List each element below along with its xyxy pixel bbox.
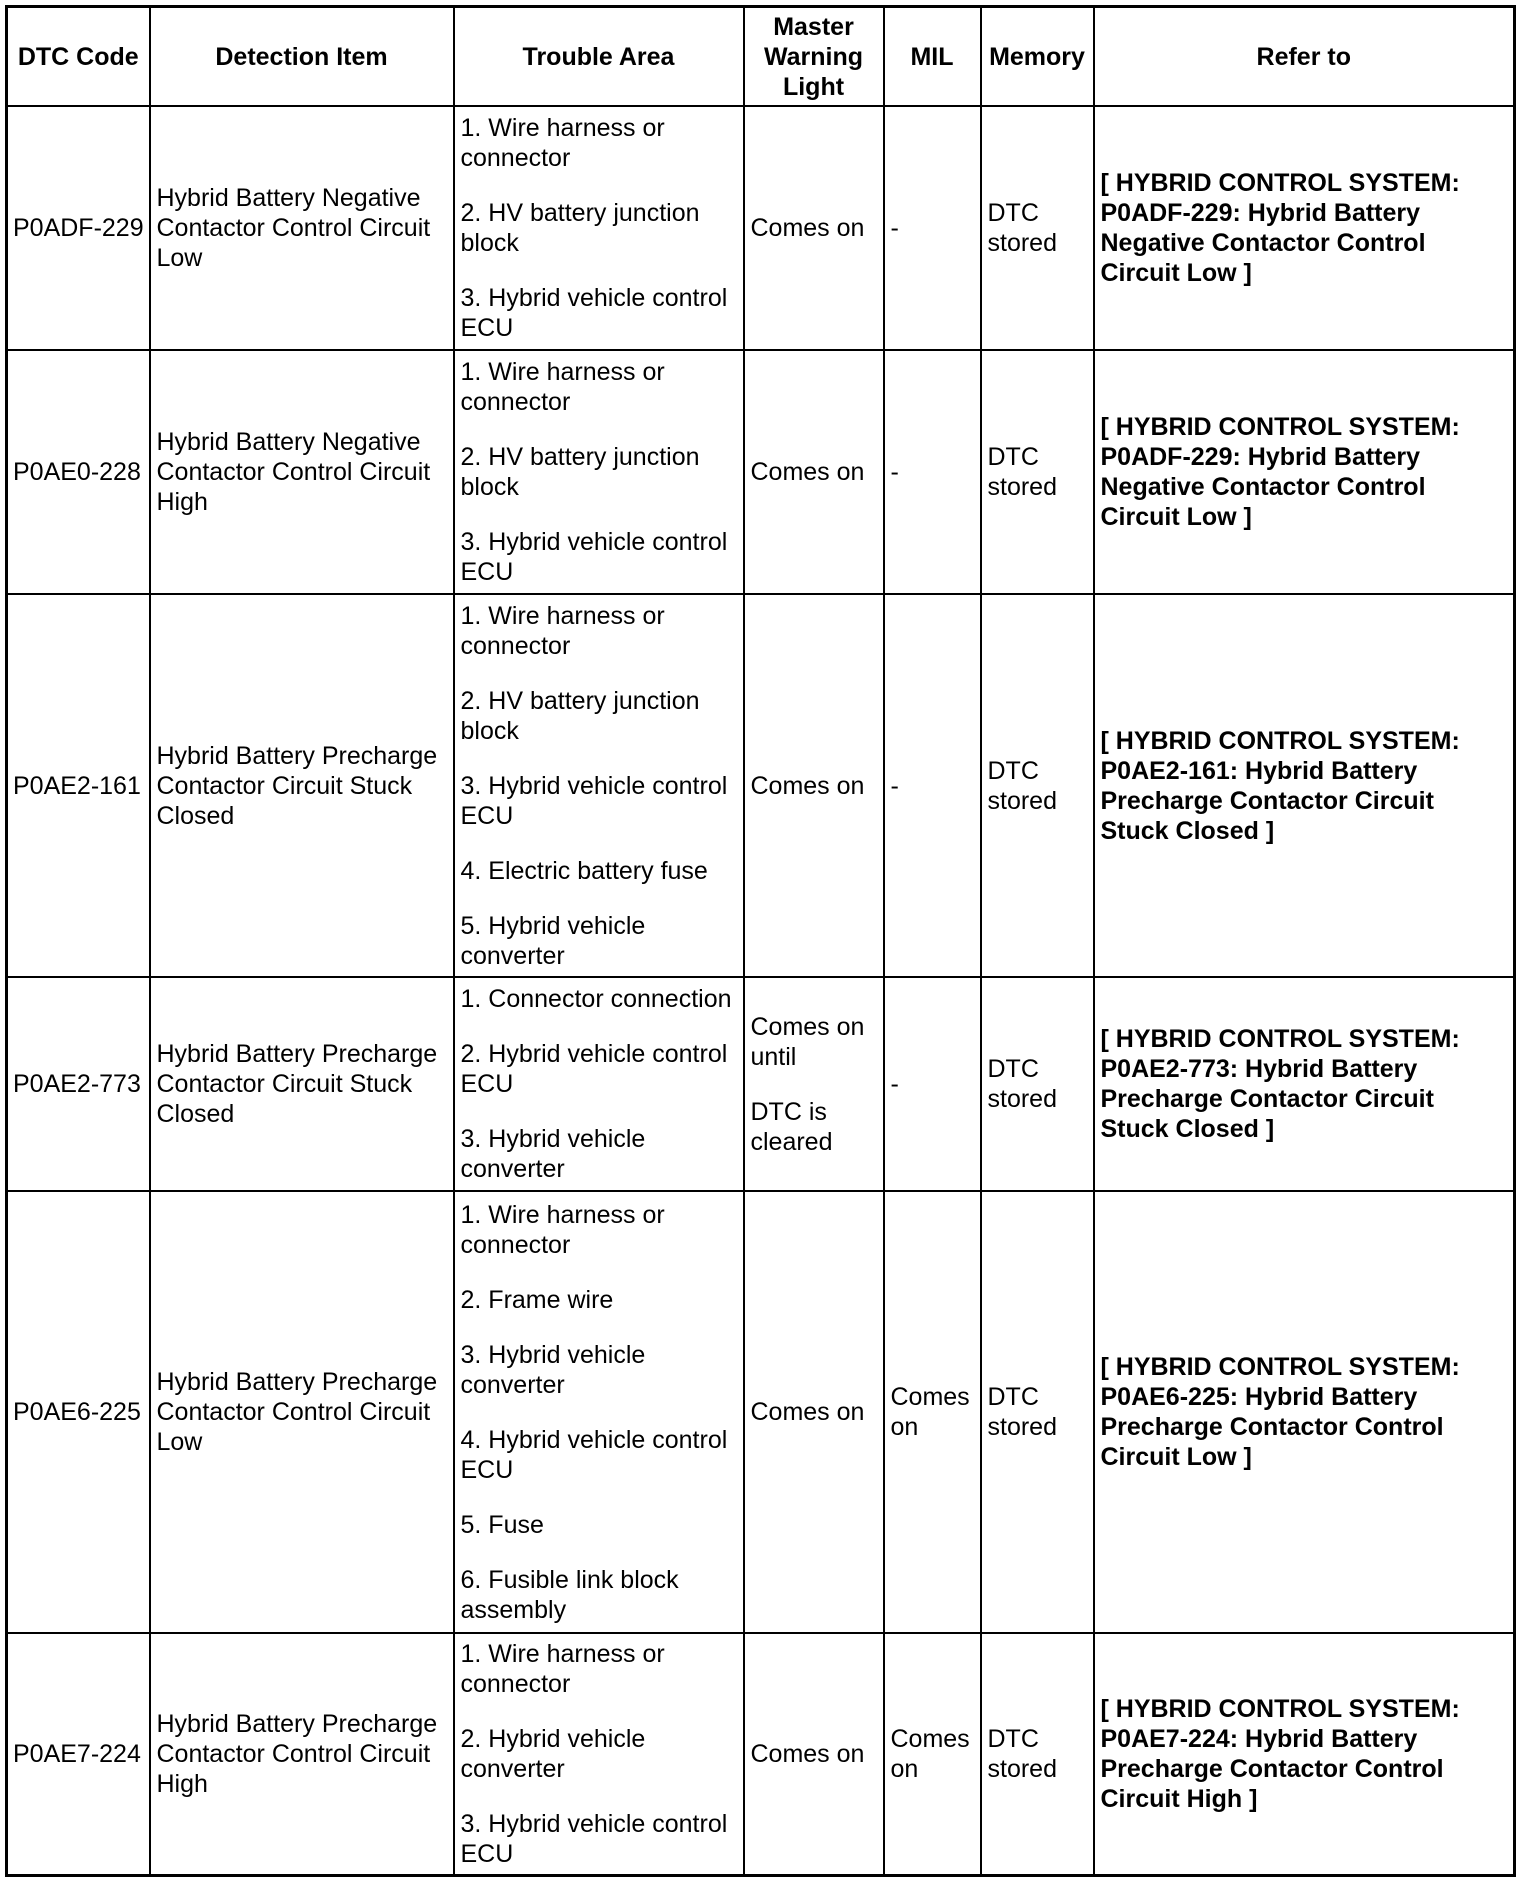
detection-item-cell: Hybrid Battery Negative Contactor Control Circuit Low (150, 106, 454, 350)
refer-to-link: [ HYBRID CONTROL SYSTEM: P0AE7-224: Hybrid Battery Precharge Contactor Control Circuit High ] (1094, 1633, 1515, 1875)
trouble-area-cell (454, 350, 744, 594)
trouble-area-item: 1. Wire harness or connector (460, 114, 665, 172)
table-row (7, 594, 1515, 977)
trouble-area-item: 1. Wire harness or connector (460, 358, 665, 416)
dtc-code-cell: P0AE2-773 (7, 977, 150, 1191)
trouble-area-item: 3. Hybrid vehicle control ECU (460, 771, 728, 830)
mil-cell: Comes on (884, 1191, 981, 1633)
trouble-area-cell (454, 106, 744, 350)
memory-cell: DTC stored (981, 350, 1094, 594)
mil-cell: - (884, 350, 981, 594)
trouble-area-cell (454, 1191, 744, 1633)
header-detection-item: Detection Item (150, 7, 454, 107)
header-refer-to: Refer to (1094, 7, 1515, 107)
master-warning-light-cell (744, 1633, 884, 1875)
table-row (7, 977, 1515, 1191)
detection-item-cell: Hybrid Battery Precharge Contactor Control Circuit Low (150, 1191, 454, 1633)
trouble-area-item: 3. Hybrid vehicle converter (460, 1125, 646, 1183)
trouble-area-item: 2. HV battery junction block (460, 686, 700, 745)
master-warning-text: Comes on (750, 1739, 865, 1768)
refer-to-link: [ HYBRID CONTROL SYSTEM: P0ADF-229: Hybrid Battery Negative Contactor Control Circuit Low ] (1094, 350, 1515, 594)
header-trouble-area: Trouble Area (454, 7, 744, 107)
trouble-area-item: 6. Fusible link block assembly (460, 1565, 679, 1624)
master-warning-text: Comes on (750, 1398, 865, 1426)
master-warning-text: Comes on (750, 458, 865, 486)
trouble-area-item: 2. HV battery junction block (460, 199, 700, 257)
master-warning-light-cell (744, 594, 884, 977)
trouble-area-item: 5. Fuse (460, 1510, 544, 1539)
header-row (7, 7, 1515, 107)
master-warning-light-cell (744, 106, 884, 350)
header-mil: MIL (884, 7, 981, 107)
trouble-area-item: 5. Hybrid vehicle converter (460, 911, 646, 970)
detection-item-cell: Hybrid Battery Precharge Contactor Control Circuit High (150, 1633, 454, 1875)
refer-to-link: [ HYBRID CONTROL SYSTEM: P0AE2-773: Hybrid Battery Precharge Contactor Circuit Stuck Closed ] (1094, 977, 1515, 1191)
master-warning-text: Comes on (750, 771, 865, 800)
trouble-area-cell (454, 594, 744, 977)
mil-cell: Comes on (884, 1633, 981, 1875)
trouble-area-item: 1. Wire harness or connector (460, 1639, 665, 1698)
memory-cell: DTC stored (981, 1191, 1094, 1633)
dtc-code-cell: P0AE6-225 (7, 1191, 150, 1633)
header-memory: Memory (981, 7, 1094, 107)
memory-cell: DTC stored (981, 1633, 1094, 1875)
master-warning-light-cell (744, 350, 884, 594)
trouble-area-item: 3. Hybrid vehicle control ECU (460, 1809, 728, 1868)
mil-cell: - (884, 977, 981, 1191)
dtc-code-cell: P0AE0-228 (7, 350, 150, 594)
master-warning-light-cell (744, 977, 884, 1191)
trouble-area-item: 1. Wire harness or connector (460, 1200, 665, 1259)
trouble-area-item: 1. Wire harness or connector (460, 601, 665, 660)
mil-cell: - (884, 594, 981, 977)
dtc-table (5, 5, 1516, 1877)
dtc-code-cell: P0AE2-161 (7, 594, 150, 977)
detection-item-cell: Hybrid Battery Precharge Contactor Circuit Stuck Closed (150, 594, 454, 977)
refer-to-link: [ HYBRID CONTROL SYSTEM: P0ADF-229: Hybrid Battery Negative Contactor Control Circuit Low ] (1094, 106, 1515, 350)
trouble-area-item: 4. Hybrid vehicle control ECU (460, 1425, 728, 1484)
master-warning-text: Comes on (750, 214, 865, 242)
master-warning-text: DTC is cleared (750, 1097, 833, 1156)
table-row (7, 1633, 1515, 1875)
trouble-area-cell (454, 977, 744, 1191)
trouble-area-item: 3. Hybrid vehicle control ECU (460, 528, 728, 586)
trouble-area-item: 3. Hybrid vehicle converter (460, 1340, 646, 1399)
master-warning-text: Comes on until (750, 1012, 865, 1071)
table-row (7, 1191, 1515, 1633)
trouble-area-item: 4. Electric battery fuse (460, 856, 708, 885)
refer-to-link: [ HYBRID CONTROL SYSTEM: P0AE2-161: Hybrid Battery Precharge Contactor Circuit Stuck Closed ] (1094, 594, 1515, 977)
dtc-table-body (7, 106, 1515, 1875)
trouble-area-cell (454, 1633, 744, 1875)
detection-item-cell: Hybrid Battery Negative Contactor Control Circuit High (150, 350, 454, 594)
master-warning-light-cell (744, 1191, 884, 1633)
trouble-area-item: 1. Connector connection (460, 985, 732, 1013)
trouble-area-item: 2. Hybrid vehicle converter (460, 1724, 646, 1783)
trouble-area-item: 2. HV battery junction block (460, 443, 700, 501)
trouble-area-item: 2. Frame wire (460, 1285, 614, 1314)
detection-item-cell: Hybrid Battery Precharge Contactor Circuit Stuck Closed (150, 977, 454, 1191)
trouble-area-item: 3. Hybrid vehicle control ECU (460, 284, 728, 342)
dtc-code-cell: P0ADF-229 (7, 106, 150, 350)
refer-to-link: [ HYBRID CONTROL SYSTEM: P0AE6-225: Hybrid Battery Precharge Contactor Control Circuit Low ] (1094, 1191, 1515, 1633)
memory-cell: DTC stored (981, 106, 1094, 350)
header-master-warning-light: Master Warning Light (744, 7, 884, 107)
table-row (7, 350, 1515, 594)
dtc-code-cell: P0AE7-224 (7, 1633, 150, 1875)
memory-cell: DTC stored (981, 594, 1094, 977)
trouble-area-item: 2. Hybrid vehicle control ECU (460, 1040, 728, 1098)
memory-cell: DTC stored (981, 977, 1094, 1191)
header-dtc-code: DTC Code (7, 7, 150, 107)
mil-cell: - (884, 106, 981, 350)
table-row (7, 106, 1515, 350)
